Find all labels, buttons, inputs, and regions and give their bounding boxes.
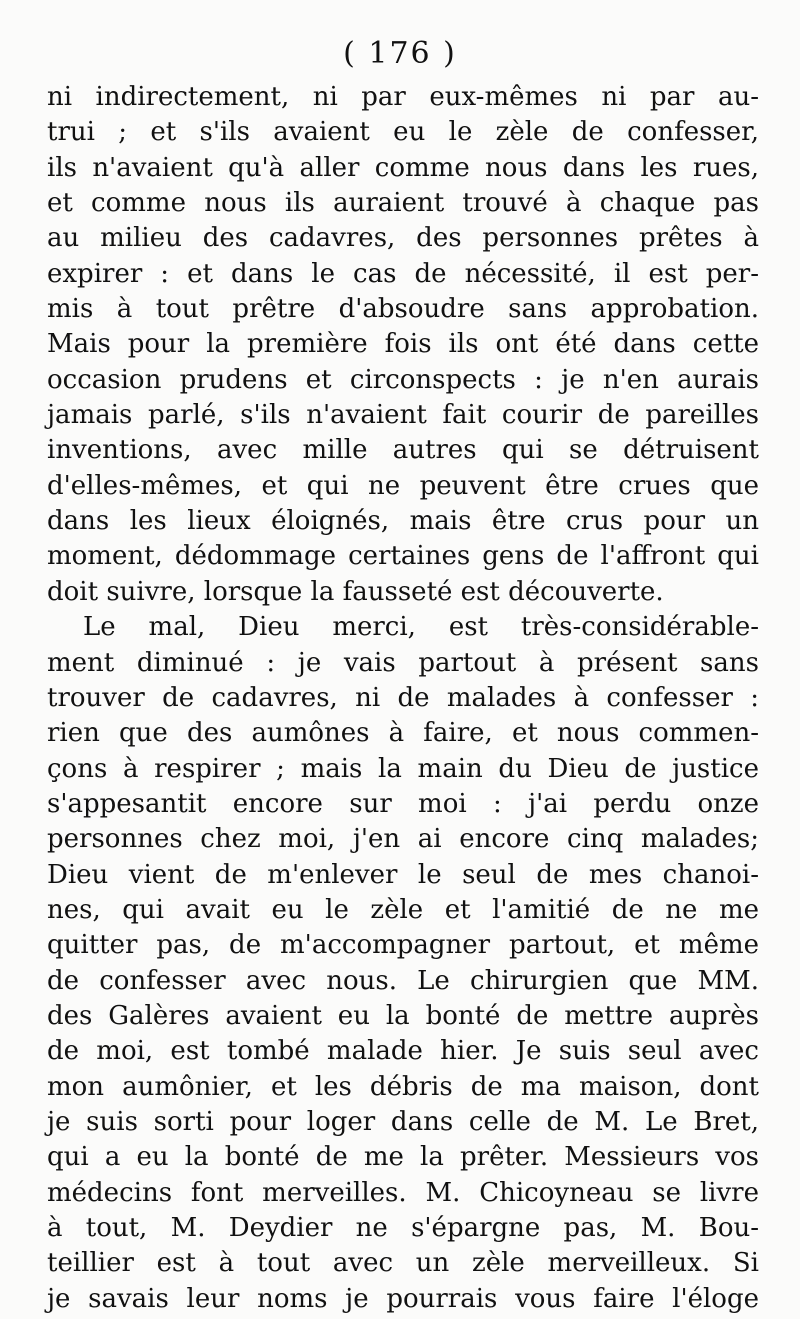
text-line: mis à tout prêtre d'absoudre sans approbation. xyxy=(47,294,759,325)
text-line: ni indirectement, ni par eux-mêmes ni par au- xyxy=(47,82,759,112)
text-line: rien que des aumônes à faire, et nous commen- xyxy=(47,718,759,749)
text-line: quitter pas, de m'accompagner partout, et même xyxy=(47,930,759,961)
body-text xyxy=(47,80,759,1317)
text-line: à tout, M. Deydier ne s'épargne pas, M. Bou- xyxy=(47,1213,759,1243)
text-line: de moi, est tombé malade hier. Je suis seul avec xyxy=(47,1036,759,1067)
text-line: des Galères avaient eu la bonté de mettre auprès xyxy=(47,1000,759,1031)
text-line: trouver de cadavres, ni de malades à confesser : xyxy=(47,682,759,713)
text-line: personnes chez moi, j'en ai encore cinq malades; xyxy=(47,824,759,855)
text-line: expirer : et dans le cas de nécessité, il est per- xyxy=(47,258,759,289)
text-line: teillier est à tout avec un zèle merveilleux. Si xyxy=(47,1248,759,1279)
text-line: Le mal, Dieu merci, est très-considérable- xyxy=(83,612,759,643)
page-number: ( 176 ) xyxy=(343,36,457,71)
text-line: ils n'avaient qu'à aller comme nous dans les rues, xyxy=(47,152,759,183)
text-line: dans les lieux éloignés, mais être crus pour un xyxy=(47,506,759,537)
text-line: inventions, avec mille autres qui se détruisent xyxy=(47,435,759,466)
text-line: doit suivre, lorsque la fausseté est découverte. xyxy=(47,576,664,607)
text-line: d'elles-mêmes, et qui ne peuvent être crues que xyxy=(47,470,759,501)
text-line: occasion prudens et circonspects : je n'en aurais xyxy=(47,364,759,395)
text-line: jamais parlé, s'ils n'avaient fait courir de pareilles xyxy=(47,400,759,431)
text-line: ment diminué : je vais partout à présent sans xyxy=(47,647,759,678)
text-line: qui a eu la bonté de me la prêter. Messieurs vos xyxy=(47,1142,759,1173)
text-line: çons à respirer ; mais la main du Dieu de justice xyxy=(47,753,759,784)
text-line: et comme nous ils auraient trouvé à chaque pas xyxy=(47,188,759,219)
text-line: je savais leur noms je pourrais vous faire l'éloge xyxy=(47,1283,759,1314)
text-line: au milieu des cadavres, des personnes prêtes à xyxy=(47,223,759,254)
text-line: s'appesantit encore sur moi : j'ai perdu onze xyxy=(47,788,759,819)
text-line: médecins font merveilles. M. Chicoyneau se livre xyxy=(47,1177,759,1208)
text-line: Dieu vient de m'enlever le seul de mes chanoi- xyxy=(47,859,759,890)
text-line: je suis sorti pour loger dans celle de M. Le Bret, xyxy=(47,1106,759,1137)
text-line: mon aumônier, et les débris de ma maison, dont xyxy=(47,1071,759,1102)
text-line: Mais pour la première fois ils ont été dans cette xyxy=(47,329,759,360)
text-line: nes, qui avait eu le zèle et l'amitié de ne me xyxy=(47,894,759,925)
text-line: moment, dédommage certaines gens de l'affront qui xyxy=(47,541,759,572)
text-line: trui ; et s'ils avaient eu le zèle de confesser, xyxy=(47,117,759,148)
text-line: de confesser avec nous. Le chirurgien que MM. xyxy=(47,965,759,996)
